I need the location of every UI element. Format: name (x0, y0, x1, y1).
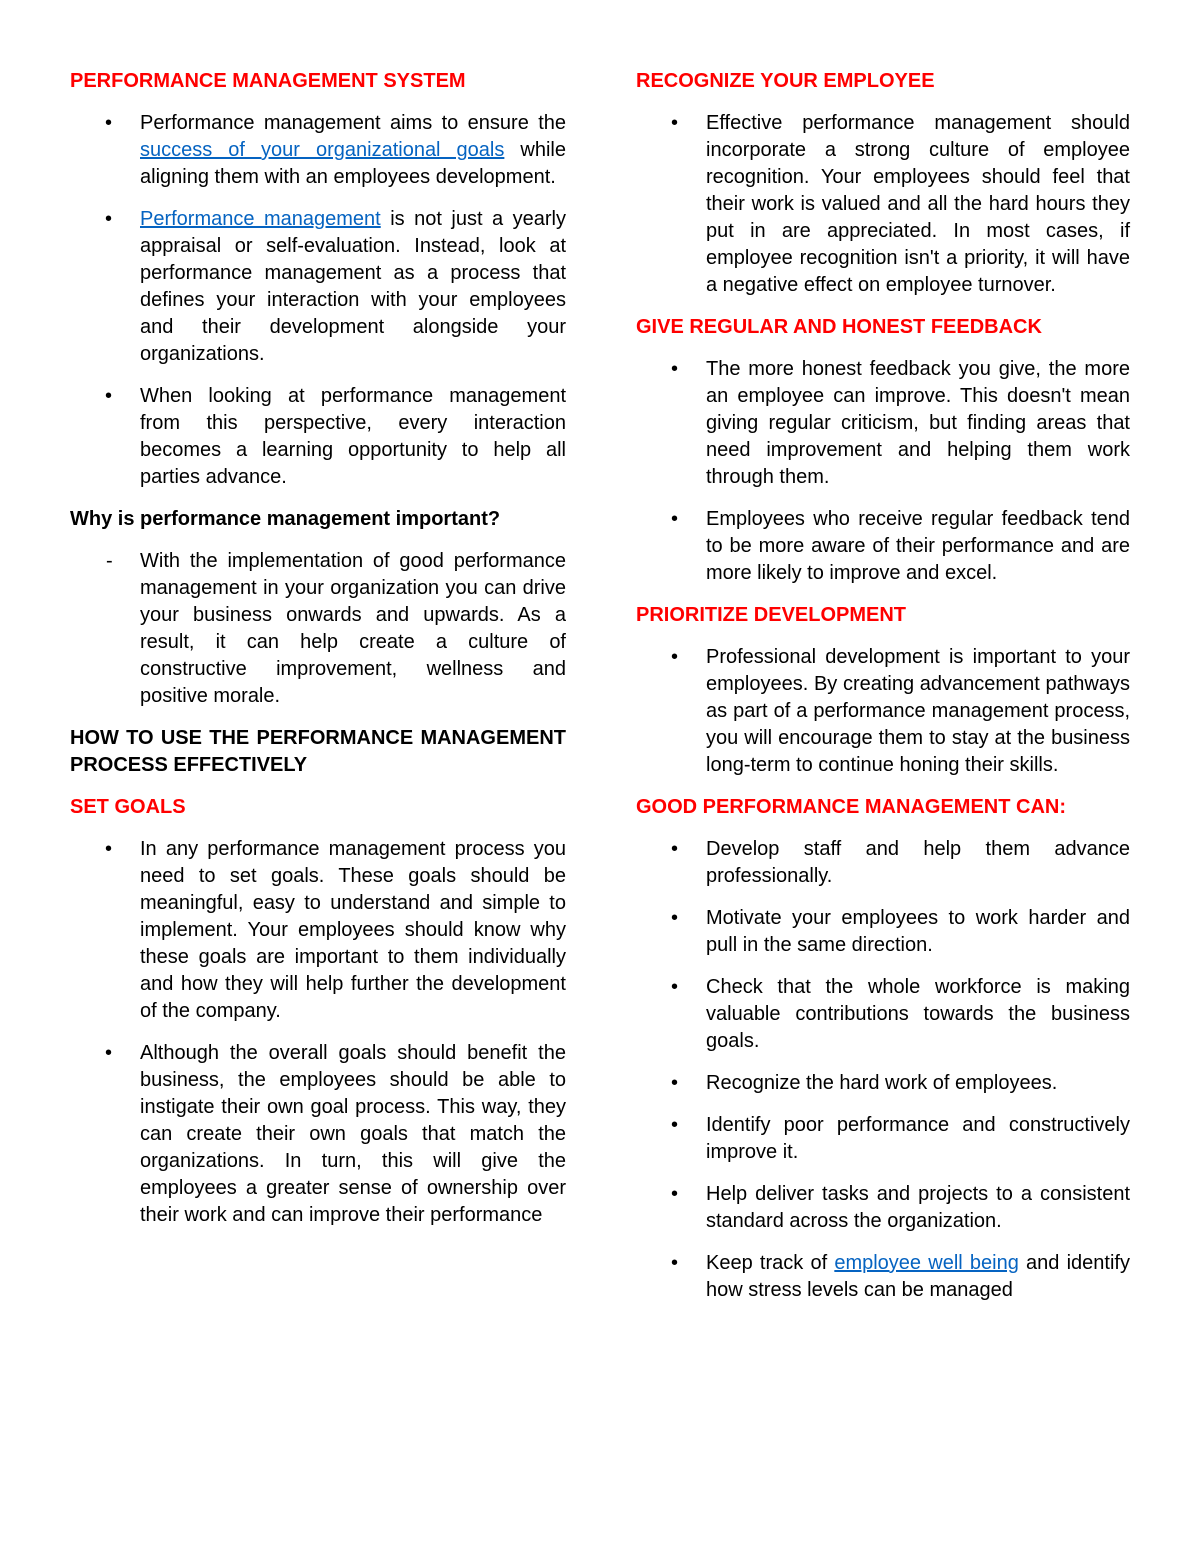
bullet-icon: • (671, 1252, 679, 1274)
bullet-icon: • (105, 385, 113, 407)
text-span: With the implementation of good performance management in your organization you can drive your business onwards and upwards. As a result, it can help create a culture of constructive improvement, wellness and positive morale. (140, 550, 566, 707)
dash-icon: - (106, 550, 113, 572)
heading-prioritize-development: PRIORITIZE DEVELOPMENT (636, 604, 907, 626)
heading-why-important: Why is performance management important? (70, 508, 501, 530)
bullet-icon: • (671, 508, 679, 530)
text-span: while aligning them with an employees development. (140, 139, 566, 188)
list-item (636, 110, 1130, 299)
list-item (70, 1040, 566, 1229)
list-item (636, 1112, 1130, 1166)
text-span: Motivate your employees to work harder and pull in the same direction. (706, 907, 1130, 956)
bullet-icon: • (671, 976, 679, 998)
text-span: and identify how stress levels can be managed (706, 1252, 1130, 1301)
bullet-icon: • (671, 1072, 679, 1094)
link-performance-management[interactable]: Performance management (140, 208, 381, 230)
list-item (636, 905, 1130, 959)
text-span: Employees who receive regular feedback tend to be more aware of their performance and are more likely to improve and excel. (706, 508, 1130, 584)
list-item (636, 506, 1130, 587)
list-item (636, 974, 1130, 1055)
set-goals-bullet-list (70, 836, 566, 1229)
link-employee-well-being[interactable]: employee well being (834, 1252, 1019, 1274)
left-column (70, 68, 566, 1244)
bullet-icon: • (671, 838, 679, 860)
good-pm-bullet-list (636, 836, 1130, 1304)
text-span: When looking at performance management from this perspective, every interaction becomes a learning opportunity to help all parties advance. (140, 385, 566, 488)
pms-bullet-list (70, 110, 566, 491)
list-item (70, 110, 566, 191)
heading-set-goals: SET GOALS (70, 796, 186, 818)
prioritize-bullet-list (636, 644, 1130, 779)
text-span: Performance management aims to ensure the (140, 112, 566, 134)
list-item (70, 836, 566, 1025)
heading-how-to-use: HOW TO USE THE PERFORMANCE MANAGEMENT PROCESS EFFECTIVELY (70, 727, 566, 776)
bullet-icon: • (105, 1042, 113, 1064)
why-dash-list (70, 548, 566, 710)
list-item (70, 383, 566, 491)
heading-good-performance-management: GOOD PERFORMANCE MANAGEMENT CAN: (636, 796, 1066, 818)
text-span: is not just a yearly appraisal or self-evaluation. Instead, look at performance management as a process that defines your interaction with your employees and their development alongside your organizations. (140, 208, 566, 365)
list-item (636, 1250, 1130, 1304)
heading-performance-management-system: PERFORMANCE MANAGEMENT SYSTEM (70, 70, 466, 92)
list-item (70, 206, 566, 368)
list-item (636, 644, 1130, 779)
list-item (636, 1181, 1130, 1235)
text-span: Identify poor performance and constructively improve it. (706, 1114, 1130, 1163)
list-item (636, 1070, 1130, 1097)
recognize-bullet-list (636, 110, 1130, 299)
heading-feedback: GIVE REGULAR AND HONEST FEEDBACK (636, 316, 1042, 338)
feedback-bullet-list (636, 356, 1130, 587)
link-organizational-goals[interactable]: success of your organizational goals (140, 139, 505, 161)
heading-recognize-employee: RECOGNIZE YOUR EMPLOYEE (636, 70, 935, 92)
text-span: Develop staff and help them advance professionally. (706, 838, 1130, 887)
list-item (636, 356, 1130, 491)
bullet-icon: • (671, 358, 679, 380)
text-span: Help deliver tasks and projects to a consistent standard across the organization. (706, 1183, 1130, 1232)
text-span: Although the overall goals should benefit the business, the employees should be able to instigate their own goal process. This way, they can create their own goals that match the organizations. In turn, this will give the employees a greater sense of ownership over their work and can improve their performance (140, 1042, 566, 1226)
bullet-icon: • (671, 907, 679, 929)
bullet-icon: • (671, 646, 679, 668)
bullet-icon: • (671, 112, 679, 134)
list-item (70, 548, 566, 710)
bullet-icon: • (671, 1114, 679, 1136)
bullet-icon: • (671, 1183, 679, 1205)
text-span: Recognize the hard work of employees. (706, 1072, 1058, 1094)
bullet-icon: • (105, 838, 113, 860)
right-column (636, 68, 1130, 1319)
text-span: Effective performance management should incorporate a strong culture of employee recognition. Your employees should feel that their work is valued and all the hard hours they put in are appreciated. In most cases, if employee recognition isn't a priority, it will have a negative effect on employee turnover. (706, 112, 1130, 296)
text-span: In any performance management process you need to set goals. These goals should be meaningful, easy to understand and simple to implement. Your employees should know why these goals are important to them individually and how they will help further the development of the company. (140, 838, 566, 1022)
text-span: The more honest feedback you give, the more an employee can improve. This doesn't mean giving regular criticism, but finding areas that need improvement and helping them work through them. (706, 358, 1130, 488)
text-span: Professional development is important to your employees. By creating advancement pathways as part of a performance management process, you will encourage them to stay at the business long-term to continue honing their skills. (706, 646, 1130, 776)
text-span: Check that the whole workforce is making valuable contributions towards the business goals. (706, 976, 1130, 1052)
list-item (636, 836, 1130, 890)
text-span: Keep track of (706, 1252, 835, 1274)
bullet-icon: • (105, 208, 113, 230)
bullet-icon: • (105, 112, 113, 134)
